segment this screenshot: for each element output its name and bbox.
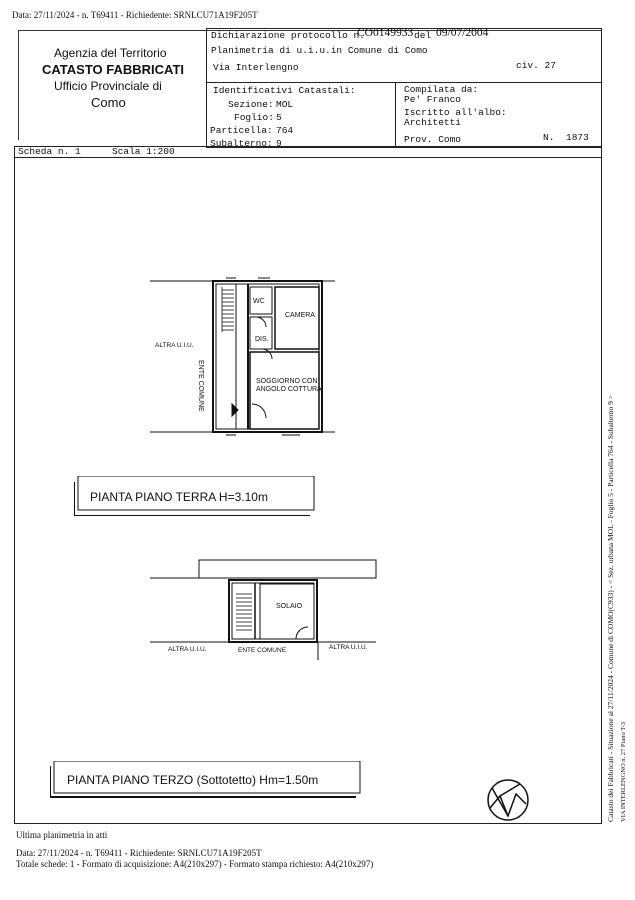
agency-line-1: Agenzia del Territorio	[54, 46, 167, 60]
foglio-label: Foglio:	[234, 112, 274, 123]
declaration-date: 09/07/2004	[436, 27, 489, 39]
agency-line-2: CATASTO FABBRICATI	[42, 62, 185, 77]
identifiers-title: Identificativi Catastali:	[213, 85, 356, 96]
attic-ente-comune-label: ENTE COMUNE	[238, 647, 287, 654]
room-living-label-1: SOGGIORNO CON	[256, 378, 318, 385]
side-cadastre-text: Catasto dei Fabbricati - Situazione al 27/11/2024 - Comune di COMO(C933) - < Sez. urbana MOL - Foglio 5 - Particella 764 - Subalterno 9 >	[606, 395, 615, 822]
attic-right-neighbour-label: ALTRA U.I.U.	[329, 644, 368, 651]
ground-plan-title: PIANTA PIANO TERRA H=3.10m	[90, 490, 268, 504]
declaration-label: Dichiarazione protocollo n.	[211, 30, 365, 41]
subalterno-value: 9	[276, 138, 282, 149]
attic-plan-title: PIANTA PIANO TERZO (Sottotetto) Hm=1.50m	[67, 773, 319, 787]
footer-totale-line: Totale schede: 1 - Formato di acquisizione: A4(210x297) - Formato stampa richiesto: A4(210x297)	[16, 859, 374, 869]
room-camera-label: CAMERA	[285, 312, 315, 319]
street-name: Via Interlengno	[213, 62, 299, 73]
footer-ultima: Ultima planimetria in atti	[16, 830, 108, 840]
particella-label: Particella:	[210, 125, 273, 136]
room-solaio-label: SOLAIO	[276, 603, 303, 610]
plan-line: Planimetria di u.i.u.in Comune di Como	[211, 45, 428, 56]
registration-n-label: N.	[543, 132, 555, 143]
particella-value: 764	[276, 125, 294, 136]
agency-line-3: Ufficio Provinciale di	[54, 79, 162, 93]
sezione-label: Sezione:	[228, 99, 274, 110]
civic-number: civ. 27	[516, 60, 556, 71]
room-wc-label: WC	[253, 298, 265, 305]
province: Prov. Como	[404, 134, 462, 145]
declaration-del-label: del	[414, 30, 432, 41]
scheda-number: Scheda n. 1	[18, 146, 81, 157]
print-header: Data: 27/11/2024 - n. T69411 - Richiedente: SRNLCU71A19F205T	[12, 10, 258, 20]
foglio-value: 5	[276, 112, 282, 123]
registration-n-value: 1873	[566, 132, 589, 143]
compiled-label: Compilata da:	[404, 84, 479, 95]
ground-left-neighbour-label: ALTRA U.I.U.	[155, 342, 194, 349]
attic-left-neighbour-label: ALTRA U.I.U.	[168, 646, 207, 653]
side-address-text: VIA INTERLENGNO n. 27 Piano T-3	[620, 721, 627, 822]
ground-ente-comune-vertical: ENTE COMUNE	[197, 360, 204, 412]
scale-label: Scala 1:200	[112, 146, 175, 157]
subalterno-label: Subalterno:	[210, 138, 273, 149]
footer-data-line: Data: 27/11/2024 - n. T69411 - Richiedente: SRNLCU71A19F205T	[16, 848, 262, 858]
room-living-label-2: ANGOLO COTTURA	[256, 386, 322, 393]
compiled-name: Pe' Franco	[404, 94, 462, 105]
registered-label: Iscritto all'albo:	[404, 107, 507, 118]
north-arrow-icon	[488, 780, 528, 820]
ground-floor-plan	[150, 278, 335, 435]
declaration-number: CO0149933	[357, 27, 414, 39]
sezione-value: MOL	[276, 99, 294, 110]
agency-line-4: Como	[91, 95, 126, 110]
room-dis-label: DIS.	[255, 336, 269, 343]
registered-value: Architetti	[404, 117, 462, 128]
